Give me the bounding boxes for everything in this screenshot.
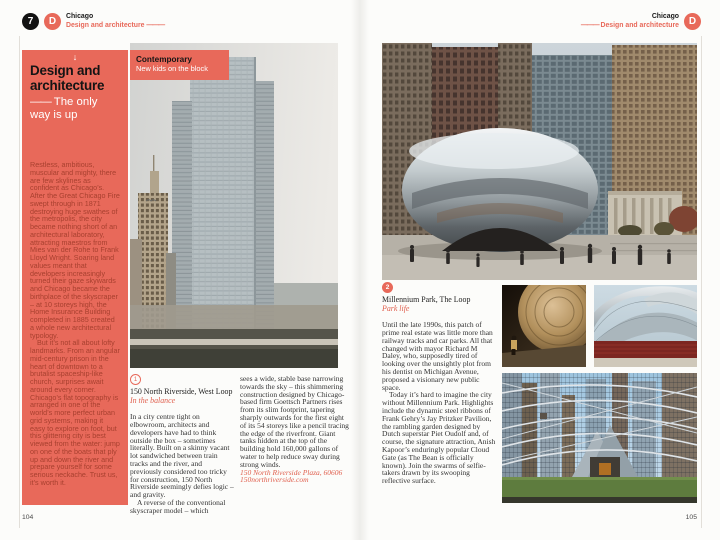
intro-paragraph: Restless, ambitious, muscular and mighty, there are few skylines as confident as Chicago’s. After the Great Chicago Fire swept through in 1871 destroying huge swathes of the metropolis, the city became nothing short of an architectural laboratory, attracting maestros from Mies van der Rohe to Frank Lloyd Wright. Soaring land values meant that developers increasingly turned their gaze skywards and Chicago became the birthplace of the skyscraper – at 10 storeys high, the Home Insurance Building completed in 1885 created a whole new architectural typology. <box>30 160 120 340</box>
header-dash: ——— <box>580 22 599 29</box>
item-1-marker: 1 <box>130 374 141 385</box>
header-section-label: Design and architecture ——— <box>66 22 165 29</box>
article-paragraph: In a city centre tight on elbowroom, architects and developers have had to think outside the box – sometimes literally. Built on a skinny vacant lot sandwiched between train tracks and the river, and previously considered too tricky for construction, 150 North Riverside seemingly defies logic – and gravity. <box>130 412 234 500</box>
trellis-illustration <box>502 373 697 503</box>
tower-illustration <box>130 43 338 368</box>
tag-subtitle: New kids on the block <box>136 64 208 73</box>
design-section-logo: D <box>684 13 701 30</box>
intro-text <box>30 161 120 487</box>
header-city-label: Chicago <box>66 13 94 20</box>
page-edge-left <box>19 36 20 528</box>
article-paragraph: Until the late 1990s, this patch of prime real estate was little more than railway tracks and car parks. All that changed with mayor Richard M Daley, who, supposedly tired of looking over the unsightly plot from his dentist on Michigan Avenue, proposed a visionary new public space. <box>382 320 493 392</box>
pavilion-illustration <box>594 285 697 367</box>
running-header-right <box>581 13 701 30</box>
photo-cloud-gate <box>382 43 697 280</box>
article-paragraph: sees a wide, stable base narrowing towards the sky – this shimmering construction designed by Chicago-based firm Goettsch Partners rises from its slim footprint, tapering sharply outwards for the first eight of its 54 storeys like a pencil tracing the edge of the riverfront. Giant tanks hidden at the top of the building hold 160,000 gallons of water to help reduce sway during strong winds. <box>240 374 349 469</box>
article-address: 150 North Riverside Plaza, 60606 <box>240 467 343 477</box>
page-edge-right <box>701 36 702 528</box>
header-section-label: ——— Design and architecture <box>580 22 679 29</box>
photo-150-north-riverside <box>130 43 338 368</box>
article-subtitle: Park life <box>382 303 410 313</box>
header-dash: ——— <box>146 22 165 29</box>
article-website: 150northriverside.com <box>240 475 309 485</box>
article-paragraph: A reverse of the conventional skyscraper model – which <box>130 497 226 515</box>
page-number-right: 105 <box>685 514 697 521</box>
section-tagline: —— The only way is up <box>30 96 98 121</box>
chapter-number-badge: 7 <box>22 13 39 30</box>
section-title: Design and architecture <box>30 63 105 93</box>
tag-title: Contemporary <box>136 55 192 64</box>
article-title: Millennium Park, The Loop <box>382 295 471 304</box>
header-city-label: Chicago <box>651 13 679 20</box>
intro-panel <box>22 50 128 505</box>
running-header-left <box>22 13 164 30</box>
article-150-north-riverside-col1 <box>130 374 235 515</box>
photo-pritzker-pavilion <box>594 285 697 367</box>
intro-paragraph: But it’s not all about lofty landmarks. From an angular mid-century prison in the heart of downtown to a brutalist spaceship-like church, surprises await around every corner. Chicago’s flat topography is arranged in one of the world’s more perfect urban grid systems, making it easy to explore on foot, but this glittering city is best viewed from the water: jump on one of the boats that ply up and down the river and prepare yourself for some serious neckache. Trust us, it’s worth it. <box>30 338 120 487</box>
article-paragraph: Today it’s hard to imagine the city without Millennium Park. Highlights include the dynamic steel ribbons of Frank Gehry’s Jay Pritzker Pavilion, the rambling garden designed by Dutch superstar Piet Oudolf and, of course, the signature attraction, Anish Kapoor’s enduringly popular Cloud Gate (as The Bean is officially known). Join the swarms of selfie-takers drawn by its swooping reflective surface. <box>382 390 496 486</box>
photo-great-lawn-trellis <box>502 373 697 503</box>
article-title: 150 North Riverside, West Loop <box>130 387 233 396</box>
photo-cloud-gate-underside <box>502 285 586 367</box>
down-arrow-icon: ↓ <box>72 52 78 62</box>
category-tag <box>130 50 229 80</box>
article-millennium-park <box>382 282 498 485</box>
page-gutter <box>351 0 369 540</box>
article-subtitle: In the balance <box>130 395 176 405</box>
item-2-marker: 2 <box>382 282 393 293</box>
design-section-logo: D <box>44 13 61 30</box>
underside-illustration <box>502 285 586 367</box>
article-150-north-riverside-col2 <box>240 375 352 484</box>
page-number-left: 104 <box>22 514 34 521</box>
cloud-gate-illustration <box>382 43 697 280</box>
